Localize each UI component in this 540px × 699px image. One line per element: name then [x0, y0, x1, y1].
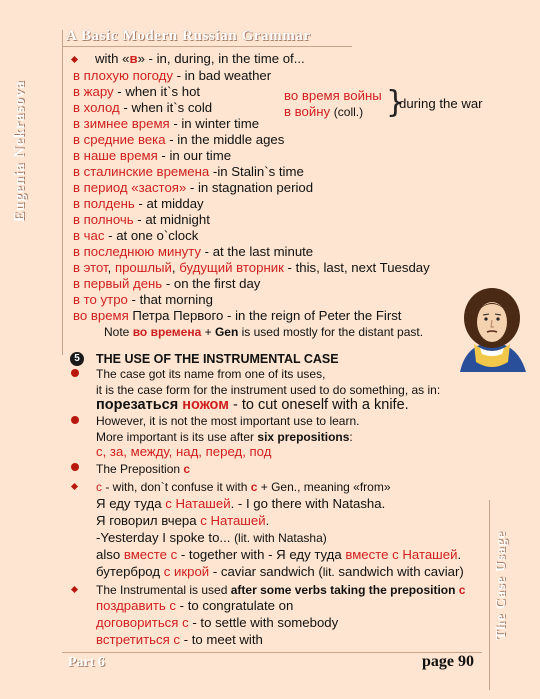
text-line — [96, 413, 359, 429]
text-segment: в зимнее время — [73, 116, 170, 131]
text-segment: ножом — [182, 397, 229, 413]
text-segment: : — [349, 430, 353, 444]
text-segment: - when it`s hot — [113, 84, 201, 99]
right-rule — [489, 500, 490, 690]
text-line — [96, 429, 353, 445]
text-segment: (lit. with Natasha) — [234, 531, 327, 545]
text-segment: . — [265, 513, 270, 528]
text-segment: с Наташей — [165, 496, 231, 511]
section-number-5-icon: 5 — [70, 352, 84, 366]
text-segment: - at midnight — [133, 212, 210, 227]
text-segment: встретиться с — [96, 632, 181, 647]
text-segment: + Gen., meaning «from» — [257, 480, 391, 494]
text-line — [96, 366, 325, 382]
section-label: The Case Usage — [494, 531, 509, 640]
text-line — [73, 196, 204, 212]
book-title: A Basic Modern Russian Grammar — [66, 28, 311, 44]
diamond-bullet — [71, 56, 78, 63]
text-segment: Note — [104, 325, 133, 339]
text-line — [96, 582, 465, 598]
text-segment: в сталинские времена — [73, 164, 210, 179]
text-line — [73, 84, 200, 100]
war-phrase-2-ru: в войну — [284, 104, 331, 119]
text-segment: Я еду туда — [96, 496, 166, 511]
text-segment: Gen — [214, 325, 239, 339]
example-line — [96, 513, 269, 529]
text-line — [73, 276, 260, 292]
example-line — [96, 496, 385, 512]
text-segment: Петра Первого - in the reign of Peter the First — [128, 308, 402, 323]
text-segment: во времена — [132, 325, 202, 339]
example-line — [96, 632, 263, 648]
text-segment: - this, last, next Tuesday — [283, 260, 430, 275]
example-line — [96, 547, 461, 563]
text-segment: в плохую погоду — [73, 68, 173, 83]
text-line — [73, 180, 313, 196]
text-segment: в период «застоя» — [73, 180, 187, 195]
diamond-bullet — [71, 483, 78, 490]
text-segment: - in stagnation period — [186, 180, 314, 195]
brace-symbol: } — [386, 85, 406, 120]
text-line — [73, 228, 198, 244]
text-segment: lit. — [322, 565, 335, 579]
text-segment: , — [171, 260, 180, 275]
text-segment: - when it`s cold — [119, 100, 213, 115]
text-segment: - together with - Я еду туда — [177, 547, 346, 562]
text-segment: в этот — [73, 260, 108, 275]
text-segment: sandwich with caviar) — [334, 564, 464, 579]
text-segment: - in the middle ages — [165, 132, 285, 147]
section-heading — [96, 351, 339, 367]
text-line — [95, 51, 305, 67]
bullet-dot — [71, 463, 79, 471]
example-line — [96, 397, 409, 413]
text-segment: в полдень — [73, 196, 135, 211]
text-line — [73, 212, 210, 228]
text-line — [73, 260, 430, 276]
text-segment: . - I go there with Natasha. — [230, 496, 386, 511]
example-line — [96, 598, 293, 614]
text-segment: с — [458, 583, 466, 597]
text-segment: after some verbs taking the preposition — [230, 583, 459, 597]
example-line — [96, 564, 464, 580]
text-segment: с — [250, 480, 258, 494]
left-rule — [62, 30, 63, 355]
bullet-dot — [71, 416, 79, 424]
text-segment: в час — [73, 228, 105, 243]
text-segment: прошлый — [114, 260, 172, 275]
text-line — [73, 100, 212, 116]
text-segment: - to congratulate on — [176, 598, 294, 613]
text-segment: However, it is not the most important use to learn. — [96, 414, 360, 428]
text-segment: в то утро — [73, 292, 128, 307]
bottom-rule — [62, 652, 482, 653]
war-translation: during the war — [399, 96, 483, 111]
top-rule — [62, 46, 352, 47]
note-line — [104, 324, 423, 340]
text-segment: More important is its use after — [96, 430, 258, 444]
text-segment: в жару — [73, 84, 114, 99]
text-segment: в — [129, 51, 138, 66]
text-segment: - to settle with somebody — [188, 615, 339, 630]
text-segment: - to meet with — [180, 632, 263, 647]
text-segment: - in winter time — [169, 116, 260, 131]
war-phrase-2 — [284, 104, 363, 120]
text-line — [73, 132, 284, 148]
text-segment: - to cut oneself with a knife. — [228, 397, 409, 413]
text-segment: в холод — [73, 100, 120, 115]
text-segment: договориться с — [96, 615, 189, 630]
text-line — [96, 382, 440, 398]
author-name: Eugenia Nekrasova — [12, 80, 28, 222]
subheading — [96, 461, 190, 477]
text-segment: в первый день — [73, 276, 163, 291]
text-segment: бутерброд — [96, 564, 164, 579]
text-segment: поздравить с — [96, 598, 176, 613]
text-segment: - at midday — [134, 196, 204, 211]
text-segment: , — [107, 260, 115, 275]
colloquial-note: (coll.) — [333, 105, 364, 119]
peter-the-first-portrait — [452, 282, 532, 374]
text-segment: - on the first day — [162, 276, 261, 291]
text-segment: it is the case form for the instrument used to do something, as in: — [96, 383, 441, 397]
text-segment: с — [183, 462, 191, 476]
text-segment: The Instrumental is used — [96, 583, 231, 597]
text-segment: -in Stalin`s time — [209, 164, 304, 179]
text-segment: в последнюю минуту — [73, 244, 201, 259]
text-segment: - at one o`clock — [104, 228, 199, 243]
text-segment: - caviar sandwich ( — [209, 564, 323, 579]
text-line — [73, 68, 271, 84]
text-segment: - that morning — [127, 292, 213, 307]
text-segment: - in our time — [157, 148, 232, 163]
text-segment: порезаться — [96, 397, 183, 413]
text-segment: будущий вторник — [179, 260, 284, 275]
page-number: page 90 — [422, 653, 474, 670]
text-segment: в наше время — [73, 148, 158, 163]
text-segment: . — [457, 547, 462, 562]
text-line — [73, 292, 213, 308]
text-segment: с, за, между, над, перед, под — [96, 444, 272, 459]
example-line — [96, 530, 327, 546]
text-segment: -Yesterday I spoke to... — [96, 530, 235, 545]
text-segment: + — [201, 325, 215, 339]
text-line — [73, 308, 401, 324]
text-segment: The Preposition — [96, 462, 184, 476]
part-label: Part 6 — [68, 655, 105, 670]
text-segment: is used mostly for the distant past. — [238, 325, 424, 339]
text-segment: с Наташей — [200, 513, 266, 528]
war-phrase-1: во время войны — [284, 88, 382, 103]
text-segment: с икрой — [163, 564, 210, 579]
diamond-bullet — [71, 586, 78, 593]
text-line — [73, 244, 313, 260]
text-segment: во время — [73, 308, 129, 323]
text-segment: - at the last minute — [201, 244, 314, 259]
text-segment: The case got its name from one of its uses, — [96, 367, 326, 381]
bullet-dot — [71, 369, 79, 377]
text-segment: в полночь — [73, 212, 134, 227]
text-segment: with « — [95, 51, 130, 66]
prepositions-list — [96, 444, 271, 460]
text-segment: six prepositions — [257, 430, 350, 444]
text-segment: » - in, during, in the time of... — [137, 51, 305, 66]
text-segment: вместе с — [123, 547, 178, 562]
text-line — [96, 479, 391, 495]
text-segment: вместе с Наташей — [345, 547, 458, 562]
text-line — [73, 164, 304, 180]
text-segment: also — [96, 547, 124, 562]
text-segment: Я говорил вчера — [96, 513, 201, 528]
text-line — [73, 148, 231, 164]
text-segment: - in bad weather — [172, 68, 272, 83]
text-segment: в средние века — [73, 132, 166, 147]
text-line — [73, 116, 259, 132]
text-segment: - with, don`t confuse it with — [102, 480, 251, 494]
text-segment: THE USE OF THE INSTRUMENTAL CASE — [96, 352, 339, 366]
example-line — [96, 615, 338, 631]
text-segment: с — [96, 480, 102, 494]
